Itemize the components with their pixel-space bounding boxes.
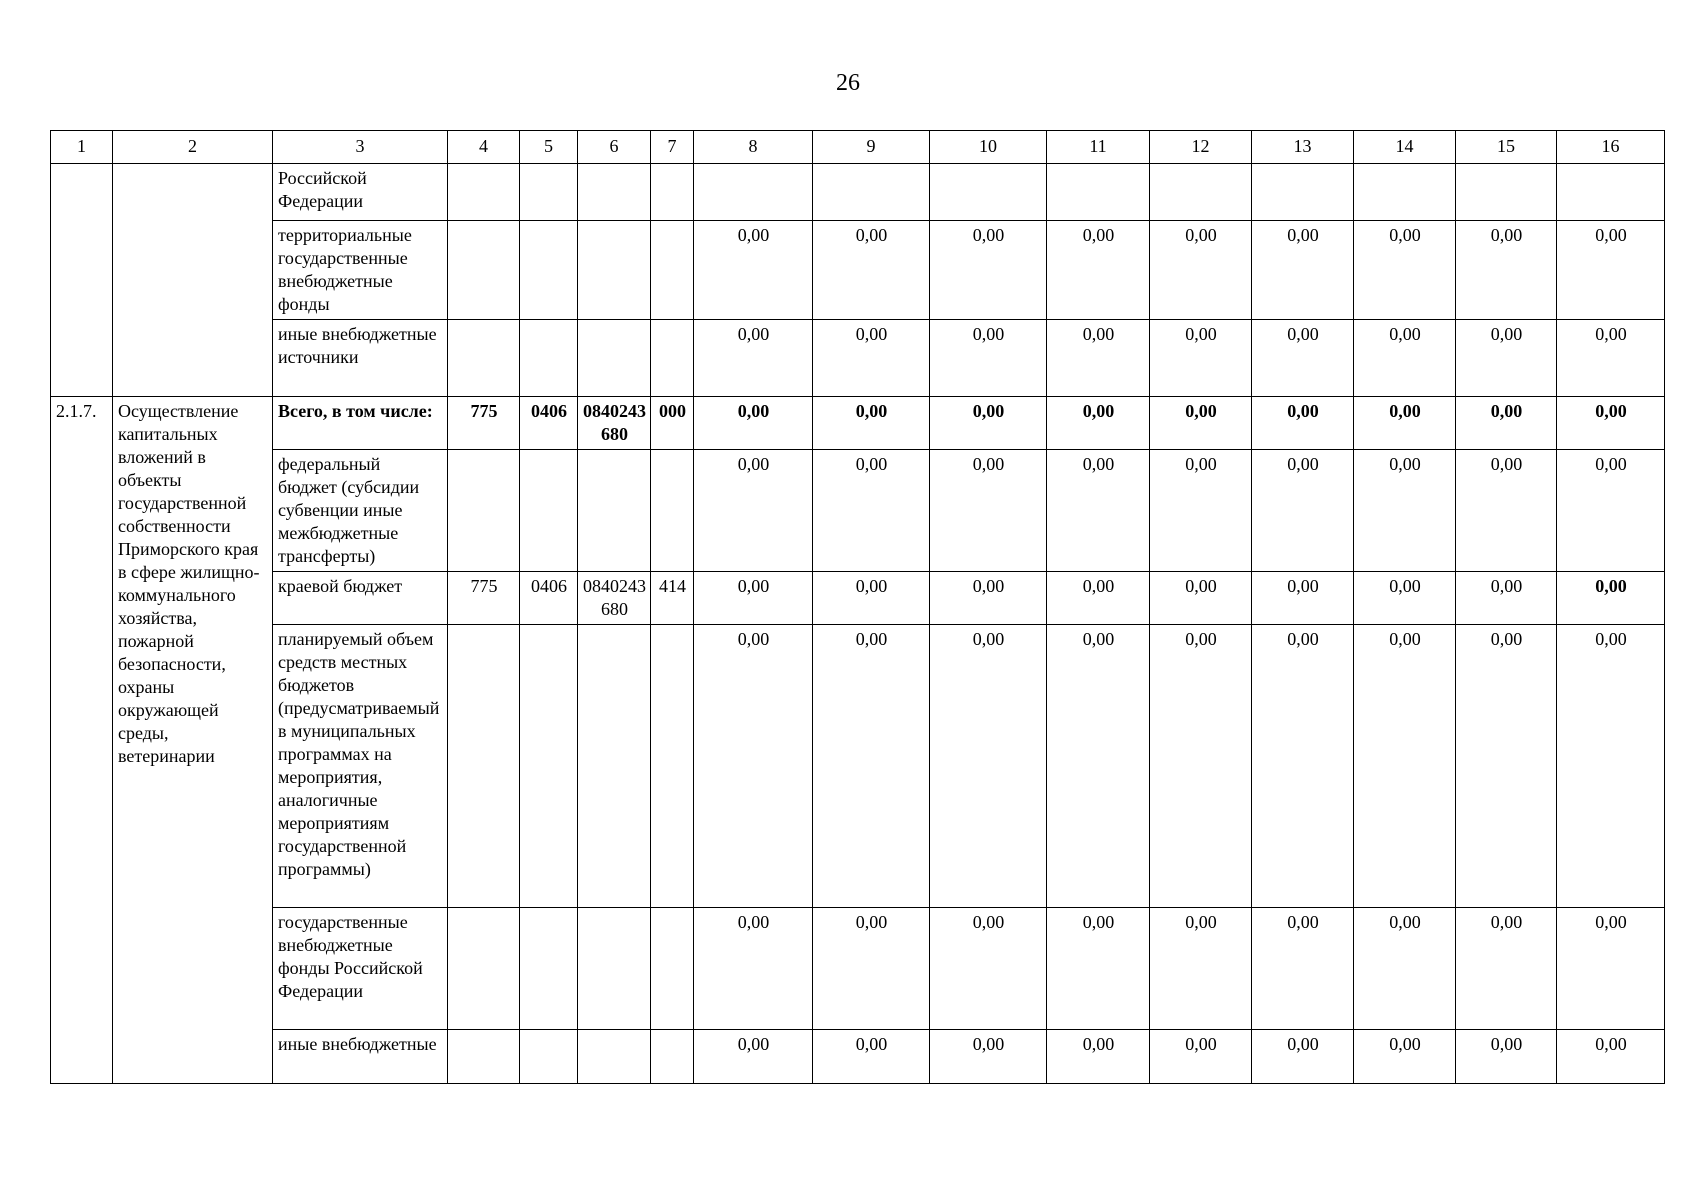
value-cell: 0,00 [694,450,813,572]
value-cell: 0,00 [1047,397,1150,450]
value-cell: 0,00 [930,397,1047,450]
value-cell: 0,00 [1047,450,1150,572]
value-cell: 0,00 [1047,572,1150,625]
value-cell: 0,00 [1557,397,1665,450]
value-cell: 0,00 [1557,221,1665,320]
column-header: 5 [520,131,578,164]
value-cell: 0,00 [1047,221,1150,320]
value-cell: 0,00 [1557,1030,1665,1084]
row-number-cell: 2.1.7. [51,397,113,1084]
value-cell: 0,00 [1456,221,1557,320]
code-cell: 0406 [520,397,578,450]
value-cell: 0,00 [1252,450,1354,572]
measure-cell: Осуществление капитальных вложений в объекты государственной собственности Приморского края в сфере жилищно-коммунального хозяйства, пожарной безопасности, охраны окружающей среды, ветеринарии [113,397,273,1084]
value-cell: 0,00 [694,1030,813,1084]
value-cell: 0,00 [694,397,813,450]
table-row [51,1030,1665,1084]
column-header: 3 [273,131,448,164]
measure-cell [113,164,273,397]
value-cell: 0,00 [694,572,813,625]
page-number: 26 [836,70,860,96]
value-cell: 0,00 [930,1030,1047,1084]
source-cell: государственные внебюджетные фонды Российской Федерации [273,908,448,1030]
value-cell: 0,00 [1150,221,1252,320]
source-cell: иные внебюджетные источники [273,320,448,397]
source-cell: иные внебюджетные [273,1030,448,1084]
value-cell: 0,00 [1456,625,1557,908]
column-header: 9 [813,131,930,164]
column-header: 13 [1252,131,1354,164]
value-cell: 0,00 [1456,572,1557,625]
column-header: 7 [651,131,694,164]
table-row [51,164,1665,221]
code-cell: 414 [651,572,694,625]
source-cell: планируемый объем средств местных бюджетов (предусматриваемый в муниципальных программах на мероприятия, аналогичные мероприятиям государственной программы) [273,625,448,908]
value-cell: 0,00 [930,221,1047,320]
value-cell: 0,00 [1047,908,1150,1030]
table-row [51,572,1665,625]
value-cell: 0,00 [813,320,930,397]
value-cell: 0,00 [813,221,930,320]
row-number-cell [51,164,113,397]
code-cell: 0406 [520,572,578,625]
table-row [51,450,1665,572]
value-cell: 0,00 [1252,397,1354,450]
value-cell: 0,00 [1557,572,1665,625]
value-cell: 0,00 [1150,625,1252,908]
value-cell: 0,00 [1354,397,1456,450]
column-header: 2 [113,131,273,164]
value-cell: 0,00 [930,450,1047,572]
value-cell: 0,00 [813,397,930,450]
value-cell: 0,00 [1354,320,1456,397]
table-row [51,221,1665,320]
column-header: 1 [51,131,113,164]
value-cell: 0,00 [1252,625,1354,908]
value-cell: 0,00 [1354,625,1456,908]
column-header: 15 [1456,131,1557,164]
value-cell: 0,00 [813,625,930,908]
header-row [51,131,1665,164]
source-cell: Всего, в том числе: [273,397,448,450]
value-cell: 0,00 [1252,320,1354,397]
value-cell: 0,00 [1252,1030,1354,1084]
value-cell: 0,00 [1150,450,1252,572]
value-cell: 0,00 [930,320,1047,397]
value-cell: 0,00 [1557,908,1665,1030]
value-cell: 0,00 [1252,572,1354,625]
value-cell: 0,00 [1354,572,1456,625]
value-cell: 0,00 [1354,221,1456,320]
value-cell: 0,00 [694,320,813,397]
value-cell: 0,00 [1456,1030,1557,1084]
table-row [51,625,1665,908]
value-cell: 0,00 [1456,320,1557,397]
value-cell: 0,00 [1047,1030,1150,1084]
value-cell: 0,00 [930,908,1047,1030]
column-header: 11 [1047,131,1150,164]
value-cell: 0,00 [1150,320,1252,397]
value-cell: 0,00 [1150,908,1252,1030]
value-cell: 0,00 [813,1030,930,1084]
value-cell: 0,00 [1252,908,1354,1030]
budget-table [50,130,1665,1084]
column-header: 6 [578,131,651,164]
value-cell: 0,00 [1456,397,1557,450]
column-header: 14 [1354,131,1456,164]
value-cell: 0,00 [694,625,813,908]
value-cell: 0,00 [1456,450,1557,572]
value-cell: 0,00 [1047,320,1150,397]
column-header: 8 [694,131,813,164]
value-cell: 0,00 [1047,625,1150,908]
table-row [51,908,1665,1030]
value-cell: 0,00 [813,908,930,1030]
value-cell: 0,00 [930,625,1047,908]
source-cell: территориальные государственные внебюджетные фонды [273,221,448,320]
value-cell: 0,00 [1150,1030,1252,1084]
value-cell: 0,00 [813,572,930,625]
code-cell: 775 [448,572,520,625]
value-cell: 0,00 [1456,908,1557,1030]
value-cell: 0,00 [694,221,813,320]
value-cell: 0,00 [1557,450,1665,572]
code-cell: 775 [448,397,520,450]
code-cell: 000 [651,397,694,450]
column-header: 4 [448,131,520,164]
column-header: 16 [1557,131,1665,164]
value-cell: 0,00 [930,572,1047,625]
source-cell: краевой бюджет [273,572,448,625]
value-cell: 0,00 [1354,450,1456,572]
value-cell: 0,00 [1252,221,1354,320]
column-header: 12 [1150,131,1252,164]
value-cell: 0,00 [694,908,813,1030]
value-cell: 0,00 [1150,397,1252,450]
code-cell: 0840243680 [578,572,651,625]
value-cell: 0,00 [1354,908,1456,1030]
table-row [51,397,1665,450]
value-cell: 0,00 [1557,625,1665,908]
value-cell: 0,00 [1557,320,1665,397]
value-cell: 0,00 [813,450,930,572]
value-cell: 0,00 [1354,1030,1456,1084]
value-cell: 0,00 [1150,572,1252,625]
source-cell: федеральный бюджет (субсидии субвенции иные межбюджетные трансферты) [273,450,448,572]
source-cell: Российской Федерации [273,164,448,221]
column-header: 10 [930,131,1047,164]
table-row [51,320,1665,397]
code-cell: 0840243680 [578,397,651,450]
